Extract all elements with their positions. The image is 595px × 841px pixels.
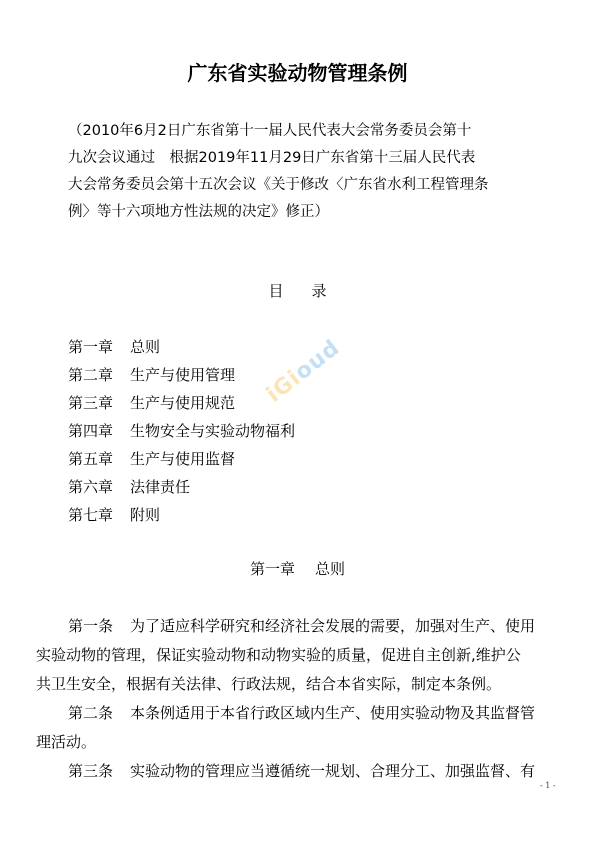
chapter-name: 总则	[315, 560, 346, 578]
toc-heading-char: 目	[268, 282, 284, 300]
toc-chapter-name: 法律责任	[130, 478, 191, 496]
toc-chapter-number: 第六章	[68, 478, 114, 496]
preamble	[68, 118, 538, 226]
page-number: - 1 -	[540, 781, 556, 790]
article-number: 第二条	[68, 704, 114, 722]
toc-heading-char: 录	[311, 282, 327, 300]
toc-chapter-number: 第四章	[68, 422, 114, 440]
article-line	[36, 612, 560, 641]
preamble-line: 例〉等十六项地方性法规的决定》修正）	[68, 204, 329, 220]
article-line	[36, 699, 560, 728]
toc-item	[68, 333, 295, 361]
preamble-line: 大会常务委员会第十五次会议《关于修改〈广东省水利工程管理条	[68, 177, 489, 193]
toc-item	[68, 389, 295, 417]
toc-item	[68, 501, 295, 529]
article-number: 第三条	[68, 762, 114, 780]
article-line: 理活动。	[36, 733, 97, 751]
article-number: 第一条	[68, 617, 114, 635]
watermark-part: oud	[290, 335, 345, 386]
toc-item	[68, 417, 295, 445]
toc-item	[68, 445, 295, 473]
table-of-contents	[68, 333, 295, 529]
article-text: 本条例适用于本省行政区域内生产、使用实验动物及其监督管	[130, 704, 536, 722]
toc-chapter-name: 生产与使用管理	[130, 366, 236, 384]
body-text	[36, 612, 560, 786]
toc-chapter-name: 生产与使用监督	[130, 450, 236, 468]
article-text: 为了适应科学研究和经济社会发展的需要，加强对生产、使用	[130, 617, 536, 635]
toc-chapter-number: 第二章	[68, 366, 114, 384]
document-title: 广东省实验动物管理条例	[187, 61, 408, 85]
article-line	[36, 757, 560, 786]
toc-chapter-number: 第一章	[68, 338, 114, 356]
watermark-part: iGi	[262, 365, 306, 408]
toc-chapter-name: 生物安全与实验动物福利	[130, 422, 296, 440]
chapter-heading	[0, 558, 595, 579]
toc-chapter-name: 总则	[130, 338, 161, 356]
toc-item	[68, 473, 295, 501]
article-line: 实验动物的管理，保证实验动物和动物实验的质量，促进自主创新,维护公	[36, 646, 521, 664]
article-line: 共卫生安全，根据有关法律、行政法规，结合本省实际，制定本条例。	[36, 675, 502, 693]
toc-chapter-number: 第三章	[68, 394, 114, 412]
preamble-line: （2010年6月2日广东省第十一届人民代表大会常务委员会第十	[68, 123, 472, 139]
toc-chapter-number: 第七章	[68, 506, 114, 524]
toc-chapter-name: 附则	[130, 506, 161, 524]
toc-heading	[0, 280, 595, 301]
preamble-line: 九次会议通过 根据2019年11月29日广东省第十三届人民代表	[68, 150, 476, 166]
toc-item	[68, 361, 295, 389]
toc-chapter-number: 第五章	[68, 450, 114, 468]
chapter-number: 第一章	[249, 560, 295, 578]
article-text: 实验动物的管理应当遵循统一规划、合理分工、加强监督、有	[130, 762, 536, 780]
toc-chapter-name: 生产与使用规范	[130, 394, 236, 412]
